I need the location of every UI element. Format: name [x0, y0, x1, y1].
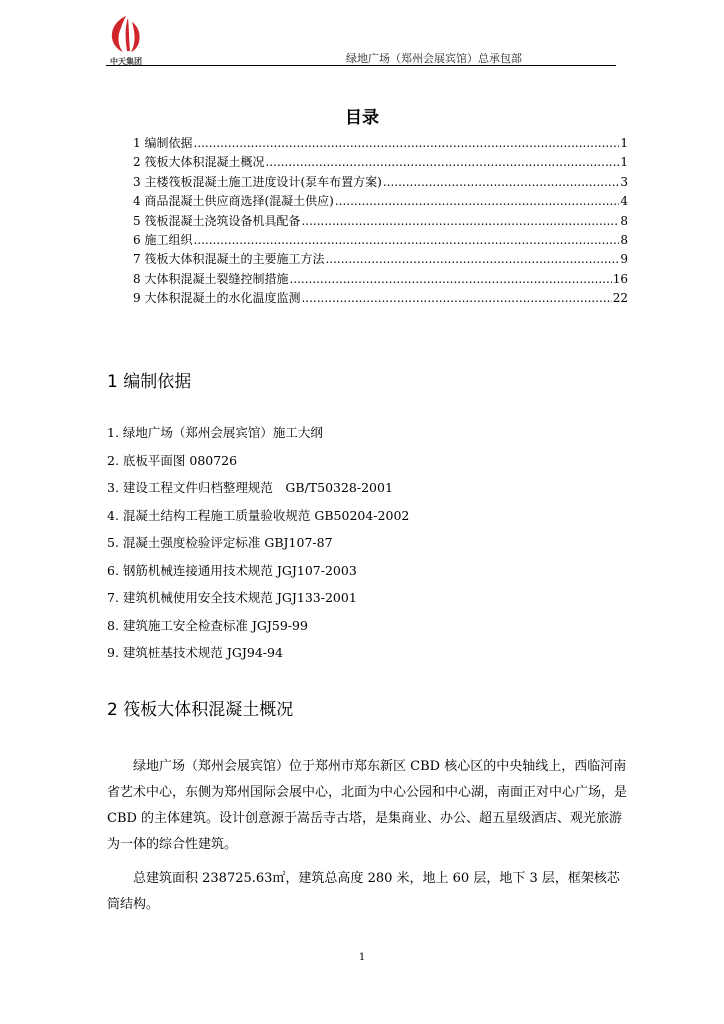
list-item: 2. 底板平面图 080726: [107, 452, 238, 468]
toc-item[interactable]: 8 大体积混凝土裂缝控制措施 ..... 16: [133, 270, 628, 289]
page-number: 1: [358, 952, 366, 963]
toc-item[interactable]: 7 筏板大体积混凝土的主要施工方法 ..... 9: [133, 250, 628, 269]
toc-item[interactable]: 1 编制依据 ..... 1: [133, 134, 628, 153]
logo-text: 中天集团: [110, 57, 142, 66]
list-item: 3. 建设工程文件归档整理规范 GB/T50328-2001: [107, 480, 393, 495]
header-title: 绿地广场（郑州会展宾馆）总承包部: [346, 52, 522, 65]
list-item: 8. 建筑施工安全检查标准 JGJ59-99: [107, 617, 308, 633]
toc-item[interactable]: 3 主楼筏板混凝土施工进度设计(泵车布置方案) ..... 3: [133, 173, 628, 192]
list-item: 4. 混凝土结构工程施工质量验收规范 GB50204-2002: [107, 507, 410, 523]
list-item: 6. 钢筋机械连接通用技术规范 JGJ107-2003: [107, 562, 357, 578]
paragraph-overview: 绿地广场（郑州会展宾馆）位于郑州市郑东新区 CBD 核心区的中央轴线上，西临河南省艺术中心，东侧为郑州国际会展中心，北面为中心公园和中心湖，南面正对中心广场，是 CBD 的主体建筑。设计创意源于嵩岳寺古塔，是集商业、办公、超五星级酒店、观光旅游为一体的综合性建筑。: [107, 759, 628, 852]
header-divider: [106, 65, 616, 66]
section-1-heading: 1 编制依据: [107, 372, 192, 392]
company-logo: [103, 14, 149, 64]
table-of-contents: [133, 134, 628, 309]
list-item: 5. 混凝土强度检验评定标准 GBJ107-87: [107, 535, 333, 550]
list-item: 1. 绿地广场（郑州会展宾馆）施工大纲: [107, 425, 323, 440]
paragraph-area: 总建筑面积 238725.63㎡，建筑总高度 280 米，地上 60 层，地下 3 层，框架核芯筒结构。: [107, 871, 620, 912]
reference-list: [107, 423, 409, 671]
toc-item[interactable]: 6 施工组织 ..... 8: [133, 231, 628, 250]
toc-item[interactable]: 9 大体积混凝土的水化温度监测 ..... 22: [133, 289, 628, 308]
list-item: 9. 建筑桩基技术规范 JGJ94-94: [107, 645, 283, 660]
toc-item[interactable]: 5 筏板混凝土浇筑设备机具配备 ..... 8: [133, 212, 628, 231]
toc-item[interactable]: 2 筏板大体积混凝土概况 ..... 1: [133, 153, 628, 172]
toc-title: 目录: [345, 108, 379, 128]
list-item: 7. 建筑机械使用安全技术规范 JGJ133-2001: [107, 590, 357, 605]
toc-item[interactable]: 4 商品混凝土供应商选择(混凝土供应) ..... 4: [133, 192, 628, 211]
logo-emblem-icon: [107, 14, 145, 54]
section-2-heading: 2 筏板大体积混凝土概况: [107, 700, 294, 720]
